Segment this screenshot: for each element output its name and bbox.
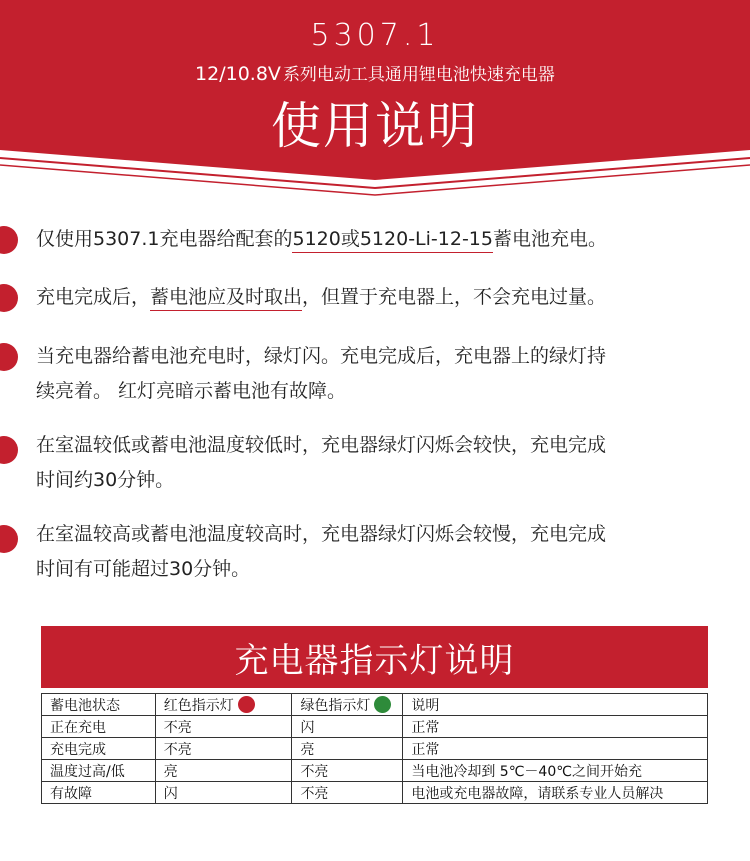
table-header-row: [42, 694, 708, 716]
instruction-text: 仅使用5307.1充电器给配套的5120或5120-Li-12-15蓄电池充电。: [36, 222, 716, 257]
table-row: 正在充电 不亮 闪 正常: [42, 716, 708, 738]
header-banner: [0, 0, 750, 200]
red-lamp-icon: [238, 696, 255, 713]
bullet-dot: [0, 525, 18, 553]
model-number: 5307.1: [310, 18, 440, 53]
header-cell: 说明: [403, 694, 708, 716]
instruction-text: 充电完成后，蓄电池应及时取出，但置于充电器上，不会充电过量。: [36, 280, 716, 315]
bullet-dot: [0, 226, 18, 254]
table-title: 充电器指示灯说明: [41, 626, 708, 688]
table-row: 有故障 闪 不亮 电池或充电器故障，请联系专业人员解决: [42, 782, 708, 804]
instruction-text: 当充电器给蓄电池充电时，绿灯闪。充电完成后，充电器上的绿灯持 续亮着。 红灯亮暗示蓄电池有故障。: [36, 345, 607, 402]
subtitle-text: 系列电动工具通用锂电池快速充电器: [282, 65, 555, 85]
table-row: 温度过高/低 亮 不亮 当电池冷却到 5℃－40℃之间开始充: [42, 760, 708, 782]
table-row: 充电完成 不亮 亮 正常: [42, 738, 708, 760]
indicator-table-section: [41, 626, 708, 804]
green-lamp-icon: [374, 696, 391, 713]
header-cell: 红色指示灯: [155, 694, 292, 716]
page-title: 使用说明: [271, 97, 479, 155]
bullet-dot: [0, 436, 18, 464]
header-cell: 绿色指示灯: [292, 694, 403, 716]
bullet-dot: [0, 343, 18, 371]
header-cell: 蓄电池状态: [42, 694, 156, 716]
instruction-text: 在室温较高或蓄电池温度较高时，充电器绿灯闪烁会较慢，充电完成 时间有可能超过30分钟。: [36, 523, 607, 580]
underlined-text: 蓄电池应及时取出: [150, 286, 302, 311]
instruction-text: 在室温较低或蓄电池温度较低时，充电器绿灯闪烁会较快，充电完成 时间约30分钟。: [36, 434, 607, 491]
underlined-text: 5120或5120-Li-12-15: [292, 228, 493, 253]
bullet-dot: [0, 284, 18, 312]
subtitle: [0, 60, 750, 85]
indicator-table: [41, 693, 708, 804]
subtitle-model: 12/10.8V: [195, 63, 281, 85]
